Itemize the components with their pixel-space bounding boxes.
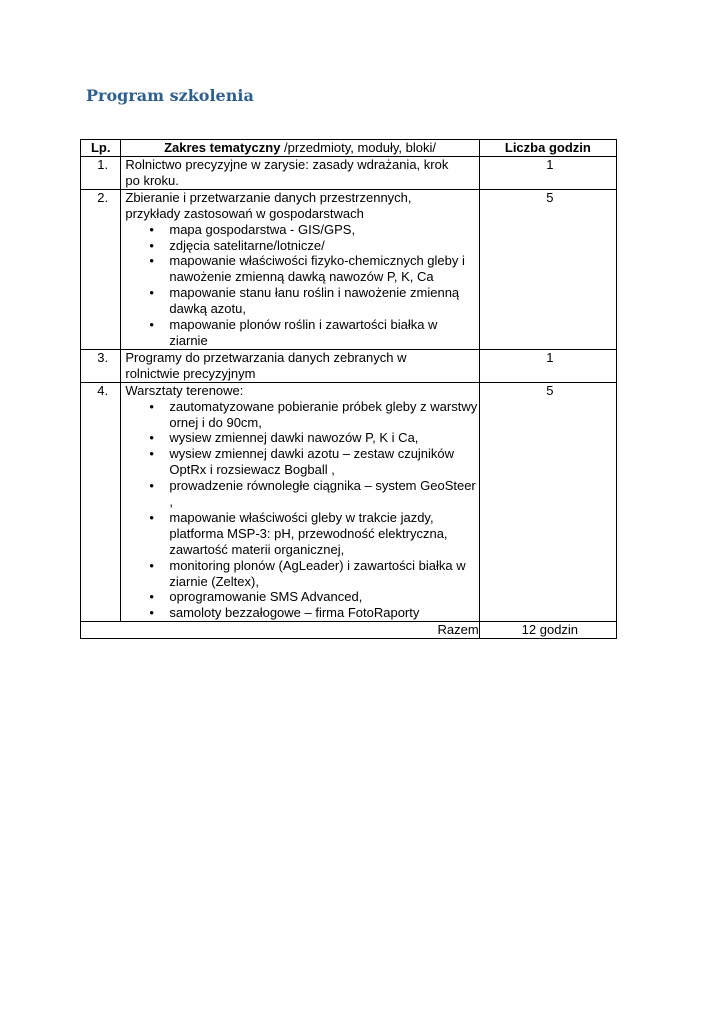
header-hours: Liczba godzin: [479, 140, 616, 157]
row-topic: [121, 189, 479, 349]
header-topic: [121, 140, 479, 157]
list-item: • zdjęcia satelitarne/lotnicze/: [169, 238, 478, 254]
list-item: • mapowanie właściwości fizyko-chemicznych gleby i nawożenie zmienną dawką nawozów P, K, Ca: [169, 253, 478, 285]
row-hours: 1: [479, 349, 616, 382]
row-hours: 1: [479, 157, 616, 190]
row-number: 1.: [81, 157, 121, 190]
bullet-list: [125, 399, 478, 622]
header-topic-normal: /przedmioty, moduły, bloki/: [280, 140, 436, 155]
list-item: • oprogramowanie SMS Advanced,: [169, 589, 478, 605]
topic-line: Programy do przetwarzania danych zebranych w: [125, 349, 407, 365]
topic-line: Warsztaty terenowe:: [125, 382, 244, 398]
topic-line: przykłady zastosowań w gospodarstwach: [125, 205, 364, 221]
list-item: • mapowanie właściwości gleby w trakcie jazdy, platforma MSP-3: pH, przewodność elektryczna, zawartość materii organicznej,: [169, 510, 478, 558]
total-row: [81, 622, 617, 639]
topic-line: Zbieranie i przetwarzanie danych przestrzennych,: [125, 189, 412, 205]
row-hours: 5: [479, 189, 616, 349]
table-row: [81, 382, 617, 622]
row-number: 2.: [81, 189, 121, 349]
table-row: [81, 157, 617, 190]
topic-line: Rolnictwo precyzyjne w zarysie: zasady wdrażania, krok: [125, 157, 449, 172]
list-item: • zautomatyzowane pobieranie próbek gleby z warstwy ornej i do 90cm,: [169, 399, 478, 431]
page-title: Program szkolenia: [86, 86, 254, 105]
list-item: • monitoring plonów (AgLeader) i zawartości białka w ziarnie (Zeltex),: [169, 558, 478, 590]
row-hours: 5: [479, 382, 616, 622]
total-hours: 12 godzin: [479, 622, 616, 639]
list-item: • prowadzenie równoległe ciągnika – system GeoSteer ,: [169, 478, 478, 510]
list-item: • mapowanie plonów roślin i zawartości białka w ziarnie: [169, 317, 478, 349]
table-row: [81, 349, 617, 382]
row-topic: [121, 382, 479, 622]
list-item: • mapa gospodarstwa - GIS/GPS,: [169, 222, 478, 238]
program-table: [80, 139, 617, 639]
topic-line: rolnictwie precyzyjnym: [125, 365, 256, 381]
header-topic-bold: Zakres tematyczny: [164, 140, 281, 155]
bullet-list: [125, 222, 478, 349]
row-topic: [121, 349, 479, 382]
topic-line: po kroku.: [125, 172, 179, 188]
list-item: • mapowanie stanu łanu roślin i nawożenie zmienną dawką azotu,: [169, 285, 478, 317]
row-number: 3.: [81, 349, 121, 382]
row-topic: [121, 157, 479, 190]
list-item: • wysiew zmiennej dawki nawozów P, K i Ca,: [169, 430, 478, 446]
total-label: Razem: [81, 622, 480, 639]
list-item: • wysiew zmiennej dawki azotu – zestaw czujników OptRx i rozsiewacz Bogball ,: [169, 446, 478, 478]
table-row: [81, 189, 617, 349]
header-lp: Lp.: [81, 140, 121, 157]
row-number: 4.: [81, 382, 121, 622]
table-header-row: [81, 140, 617, 157]
list-item: • samoloty bezzałogowe – firma FotoRaporty: [169, 605, 478, 621]
